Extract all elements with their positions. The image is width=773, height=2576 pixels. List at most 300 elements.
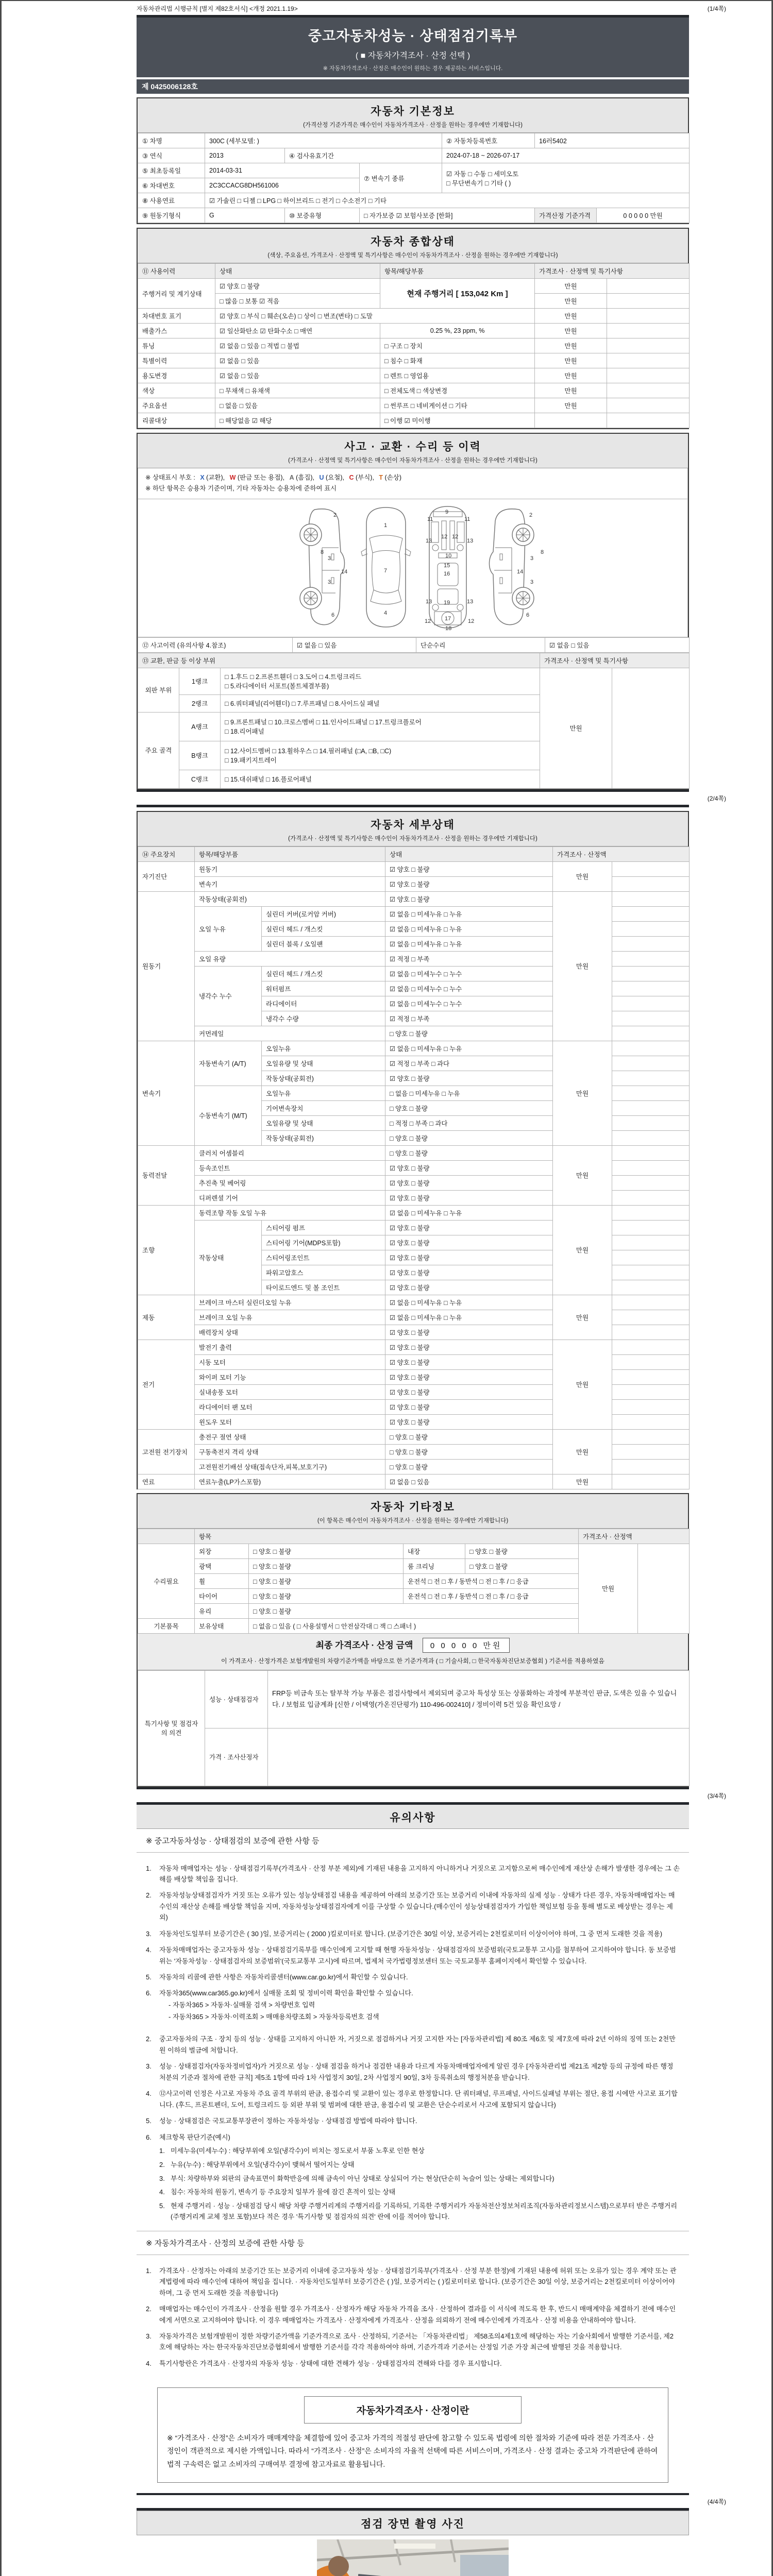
note-cell [612, 1160, 690, 1175]
legend-text: (교환), [206, 474, 225, 481]
notice-text: 체크항목 판단기준(예시) [159, 2133, 230, 2141]
section-accident-history [137, 433, 689, 790]
device-label: 전기 [138, 1340, 195, 1429]
device-label: 연료 [138, 1474, 195, 1489]
row-label: 배출가스 [138, 324, 215, 338]
diagram-num: 4 [384, 609, 388, 616]
price-cell [535, 413, 607, 428]
state-cell: □ 양호 □ 불량 [385, 1459, 553, 1474]
diagram-num: 9 [445, 509, 449, 515]
group-label: 기본품목 [138, 1618, 195, 1633]
diagram-num: 2 [529, 512, 533, 518]
item-cell: 브레이크 마스터 실린더오일 누유 [195, 1295, 385, 1310]
section-title: 자동차 세부상태 [371, 819, 455, 831]
group-label: 주요 골격 [138, 712, 179, 788]
rank-items-line: □ 5.라디에이터 서포트(볼트체결부품) [225, 683, 329, 690]
device-label: 조향 [138, 1205, 195, 1295]
row-label: 타이어 [195, 1588, 249, 1603]
current-mileage: 현재 주행거리 [ 153,042 Km ] [407, 290, 508, 298]
item-cell: 스티어링조인트 [262, 1250, 385, 1265]
label: ⑩ 보증유형 [285, 208, 360, 223]
col-header: 상태 [215, 264, 380, 279]
device-label: 제동 [138, 1295, 195, 1340]
notice-num: 3. [146, 1929, 152, 1938]
section-notices [137, 1805, 689, 2483]
device-label: 변속기 [138, 1041, 195, 1145]
notice-text: 자동차가격은 보험개발원이 정한 차량기준가액을 기준가격으로 조사 · 산정하되, 기준서는 「자동차관리법」 제58조의4제1호에 해당하는 자는 기술사회에서 발행한 기준서를, 제2호에 해당하는 자는 한국자동차진단보증협회에서 발행한 기준서를 각각 적용하여야 하며, 기준가격과 기준서는 산정일 기준 가장 최근에 발행된 것을 적용합니다. [159, 2332, 674, 2351]
state-cell: □ 없음 □ 있음 ( □ 사용설명서 □ 안전삼각대 □ 잭 □ 스패너 ) [249, 1618, 579, 1633]
note-cell [612, 1429, 690, 1444]
notice-num: 2. [159, 2160, 165, 2168]
notice-num: 5. [146, 1973, 152, 1981]
car-diagram-svg [145, 502, 681, 631]
notice-num: 1. [146, 1864, 152, 1872]
note-cell [612, 1056, 690, 1071]
section-title: 자동차 기본정보 [371, 106, 455, 117]
car-damage-diagram [138, 499, 688, 637]
item-cell: 오일 유량 [195, 951, 385, 966]
state-cell: ☑ 없음 □ 미세누수 □ 누수 [385, 981, 553, 996]
notice-text: 자동차 매매업자는 성능 · 상태점검기록부(가격조사 · 산정 부분 제외)에 기재된 내용을 고지하지 아니하거나 거짓으로 고지함으로써 매수인에게 재산상 손해가 발생한 경우에는 그 손해를 배상할 책임을 집니다. [159, 1864, 680, 1883]
accident-summary-row [138, 637, 690, 653]
state-cell: ☑ 없음 □ 미세누유 □ 누유 [385, 1310, 553, 1325]
inspector-opinion-table [138, 1670, 690, 1786]
item-cell: 커먼레일 [195, 1026, 385, 1041]
section-overall-state [137, 228, 689, 429]
device-label: 원동기 [138, 891, 195, 1041]
page-4 [137, 2508, 689, 2576]
rank-items-line: □ 1.후드 □ 2.프론트휀더 □ 3.도어 □ 4.트렁크리드 [225, 673, 362, 681]
state-cell: ☑ 양호 □ 불량 [385, 1250, 553, 1265]
row-label: 보유상태 [195, 1618, 249, 1633]
legend-text: (판금 또는 용접), [237, 474, 285, 481]
label: ⑧ 사용연료 [138, 193, 205, 208]
state-cell: ☑ 양호 □ 불량 [385, 1235, 553, 1250]
state-cell: ☑ 양호 □ 불량 [385, 1190, 553, 1205]
diagram-num: 11 [464, 516, 470, 522]
diagram-num: 10 [445, 552, 452, 559]
state-cell: □ 양호 □ 불량 [385, 1429, 553, 1444]
note-cell [612, 1130, 690, 1145]
section-subtitle: (가격산정 기준가격은 매수인이 자동차가격조사 · 산정을 원하는 경우에만 기재합니다) [303, 122, 523, 128]
item-cell: 냉각수 수량 [262, 1011, 385, 1026]
row-label: 튜닝 [138, 338, 215, 353]
final-price-amount: 0 0 0 0 0 만원 [423, 1638, 510, 1653]
item-cell: 워터펌프 [262, 981, 385, 996]
state-cell: ☑ 양호 □ 불량 [385, 1175, 553, 1190]
section-detail-state [137, 811, 689, 1489]
price-cell: 만원 [535, 324, 607, 338]
subgroup-label: 냉각수 누수 [195, 966, 262, 1026]
item-cell: 시동 모터 [195, 1354, 385, 1369]
rank-items: □ 6.쿼터패널(리어휀더) □ 7.루프패널 □ 8.사이드실 패널 [221, 694, 540, 712]
item-cell: 실린더 블록 / 오일팬 [262, 936, 385, 951]
state-cell: ☑ 없음 □ 미세누수 □ 누수 [385, 996, 553, 1011]
item-cell: 실린더 헤드 / 개스킷 [262, 966, 385, 981]
subgroup-label: 작동상태 [195, 1220, 262, 1295]
state-cell: ☑ 일산화탄소 ☑ 탄화수소 □ 매연 [215, 324, 380, 338]
item-cell: 배력장치 상태 [195, 1325, 385, 1340]
state-cell: □ 침수 □ 화재 [380, 353, 535, 368]
col-header: ⑭ 주요장치 [138, 846, 195, 861]
row-label: 색상 [138, 383, 215, 398]
col-header: ⑬ 교환, 판금 등 이상 부위 [138, 653, 540, 668]
note-cell [612, 1474, 690, 1489]
note-cell [607, 294, 690, 309]
notice-num: 3. [146, 2062, 152, 2071]
notice-text: 침수: 자동차의 원동기, 변속기 등 주요장치 일부가 물에 잠긴 흔적이 있는 상태 [171, 2188, 396, 2196]
section-title: 자동차 종합상태 [371, 236, 455, 248]
state-cell: ☑ 없음 □ 있음 [293, 637, 416, 652]
section-subtitle: (색상, 주요옵션, 가격조사 · 산정액 및 특기사항은 매수인이 자동차가격조사 · 산정을 원하는 경우에만 기재합니다) [267, 252, 558, 259]
section-subtitle: (이 항목은 매수인이 자동차가격조사 · 산정을 원하는 경우에만 기재합니다) [317, 1517, 509, 1524]
notice-num: 3. [159, 2174, 165, 2182]
section-title: 사고 · 교환 · 수리 등 이력 [344, 441, 481, 453]
notice-num: 5. [159, 2202, 165, 2210]
diagram-num: 17 [445, 615, 451, 622]
notice-num: 4. [146, 2090, 152, 2098]
note-cell [612, 1325, 690, 1340]
symbol-weld: W [229, 474, 236, 481]
legend-intro: ※ 상태표시 부호 : [145, 474, 195, 481]
notices-title-bar [137, 1805, 689, 1829]
item-cell: 작동상태(공회전) [195, 891, 385, 906]
state-cell: □ 양호 □ 불량 [385, 1100, 553, 1115]
inspection-photo-engine-bay [317, 2539, 509, 2576]
note-cell [612, 966, 690, 981]
notice-num: 4. [146, 2359, 152, 2367]
row-label: 광택 [195, 1558, 249, 1573]
diagram-num: 12 [425, 618, 431, 624]
note-cell [612, 1190, 690, 1205]
col-header: 항목/해당부품 [380, 264, 535, 279]
value-model-year: 2013 [205, 148, 285, 163]
legend-text: (손상) [384, 474, 402, 481]
rank-items [221, 712, 540, 741]
state-cell: □ 양호 □ 불량 [385, 1026, 553, 1041]
price-cell: 만원 [535, 368, 607, 383]
note-cell [612, 1115, 690, 1130]
state-cell: ☑ 적정 □ 부족 [385, 1011, 553, 1026]
state-cell: □ 양호 □ 불량 [249, 1558, 404, 1573]
section-basic-info [137, 97, 689, 224]
notice-list-c [137, 2255, 689, 2380]
notice-num: 1. [159, 2146, 165, 2155]
item-cell: 디퍼렌셜 기어 [195, 1190, 385, 1205]
document-title: 중고자동차성능 · 상태점검기록부 [308, 28, 518, 44]
price-cell: 만원 [535, 309, 607, 324]
other-info-table [138, 1529, 690, 1634]
note-cell [612, 1250, 690, 1265]
row-label: 외장 [195, 1544, 249, 1558]
item-cell: 발전기 출력 [195, 1340, 385, 1354]
col-header: 가격조사 · 산정액 및 특기사항 [535, 264, 690, 279]
state-cell: □ 양호 □ 불량 [249, 1544, 404, 1558]
note-cell [612, 981, 690, 996]
note-cell [612, 996, 690, 1011]
item-cell: 작동상태(공회전) [262, 1130, 385, 1145]
label: ① 차명 [138, 133, 205, 148]
notice-text: 부식: 차량하부와 외판의 금속표면이 화학반응에 의해 금속이 아닌 상태로 상실되어 가는 현상(단순히 녹슬어 있는 상태는 제외합니다) [171, 2174, 554, 2182]
state-cell: □ 없음 □ 있음 [215, 398, 380, 413]
note-cell [612, 891, 690, 906]
page-2 [137, 805, 689, 1789]
note-cell [612, 1175, 690, 1190]
notice-text: ⑫사고이력 인정은 사고로 자동차 주요 골격 부위의 판금, 용접수리 및 교환이 있는 경우로 한정합니다. 단 쿼터패널, 루프패널, 사이드실패널 부위는 절단, 용접 시에만 사고로 표기합니다. (후드, 프론트펜더, 도어, 트렁크리드 등 외판 부위 및 범퍼에 대한 판금, 용접수리 및 교환은 단순수리로서 사고에 포함되지 않습니다) [159, 2090, 678, 2109]
note-cell [612, 1071, 690, 1086]
price-cell: 만원 [553, 891, 612, 1041]
value-vin: 2C3CCACG8DH561006 [205, 178, 360, 193]
diagram-num: 13 [426, 537, 432, 544]
diagram-num: 8 [321, 549, 324, 555]
state-cell: ☑ 양호 □ 불량 [385, 1280, 553, 1295]
note-cell [607, 368, 690, 383]
note-cell [612, 1310, 690, 1325]
note-cell [612, 921, 690, 936]
note-cell [607, 324, 690, 338]
col-header: ⑪ 사용이력 [138, 264, 215, 279]
notice-num: 3. [146, 2332, 152, 2340]
state-cell: ☑ 적정 □ 부족 [385, 951, 553, 966]
note-cell [612, 1220, 690, 1235]
diagram-num: 12 [441, 533, 448, 540]
form-rule-reference: 자동차관리법 시행규칙 [별지 제82호서식] <개정 2021.1.19> [137, 5, 298, 12]
rank-items [221, 668, 540, 694]
state-cell: ☑ 양호 □ 불량 [385, 1071, 553, 1086]
rank-items [221, 741, 540, 770]
state-cell: ☑ 양호 □ 불량 [385, 1369, 553, 1384]
transmission-checkboxes-line1: ☑ 자동 □ 수동 □ 세미오토 [446, 170, 519, 178]
row-label: 유리 [195, 1603, 249, 1618]
opinion-label: 특기사항 및 점검자의 의견 [138, 1670, 205, 1786]
emission-values: 0.25 %, 23 ppm, % [380, 324, 535, 338]
notice-sub-line: - 자동차365 > 자동차·실매물 검색 > 차량번호 입력 [169, 2001, 315, 2009]
diagram-num: 13 [426, 598, 432, 605]
state-cell: □ 해당없음 ☑ 해당 [215, 413, 380, 428]
value-registration-no: 16러5402 [535, 133, 690, 148]
state-cell: □ 양호 □ 불량 [385, 1145, 553, 1160]
notice-text: 매매업자는 매수인이 가격조사 · 산정을 원할 경우 가격조사 · 산정자가 해당 자동차 가격을 조사 · 산정하여 결과를 이 서식에 적도록 한 후, 반드시 매매계약을 체결하기 전에 매수인에게 서면으로 고지하여야 합니다. 이 경우 매매업자는 가격조사 · 산정자에게 가격조사 · 산정을 의뢰하기 전에 매수인에게 가격조사 · 산정 비용을 안내하여야 합니다. [159, 2305, 676, 2324]
note-cell [612, 951, 690, 966]
diagram-num: 12 [452, 533, 459, 540]
note-cell [612, 1369, 690, 1384]
definition-body: ※ “가격조사 · 산정”은 소비자가 매매계약을 체결함에 있어 중고차 가격의 적절성 판단에 참고할 수 있도록 법령에 의한 절차와 기준에 따라 전문 가격조사 · 산정인이 객관적으로 제시한 가액입니다. 따라서 “가격조사 · 산정”은 소비자의 자율적 선택에 따른 서비스이며, 가격조사 · 산정 결과는 중고차 가격판단에 관하여 법적 구속력은 없고 소비자의 구매여부 결정에 참고자료로 활용됩니다. [167, 2434, 658, 2468]
price-cell: 만원 [535, 338, 607, 353]
notice-num: 2. [146, 2305, 152, 2313]
diagram-num: 3 [530, 579, 534, 585]
diagram-num: 15 [444, 562, 450, 569]
note-cell [612, 1235, 690, 1250]
diagram-num: 8 [541, 549, 544, 555]
label: ⑦ 변속기 종류 [360, 163, 442, 193]
item-cell: 윈도우 모터 [195, 1414, 385, 1429]
diagram-num: 3 [328, 579, 331, 585]
diagram-num: 7 [384, 567, 388, 574]
item-cell: 와이퍼 모터 기능 [195, 1369, 385, 1384]
rank-items-line: □ 19.패키지트레이 [225, 757, 277, 764]
notice-text: 미세누유(미세누수) : 해당부위에 오일(냉각수)이 비치는 정도로서 부품 노후로 인한 현상 [171, 2146, 425, 2155]
notice-subhead-2: ※ 자동차가격조사 · 산정의 보증에 관한 사항 등 [137, 2231, 689, 2255]
item-cell: 실린더 커버(로커암 커버) [262, 906, 385, 921]
state-cell: □ 전체도색 □ 색상변경 [380, 383, 535, 398]
legend-text: (흠집), [296, 474, 315, 481]
row-label: 휠 [195, 1573, 249, 1588]
state-cell: ☑ 없음 □ 미세누수 □ 누수 [385, 966, 553, 981]
item-cell: 등속조인트 [195, 1160, 385, 1175]
section-title: 유의사항 [390, 1811, 436, 1824]
note-cell [607, 279, 690, 294]
price-cell: 만원 [553, 1205, 612, 1295]
row-label: 주행거리 및 계기상태 [138, 279, 215, 309]
price-survey-note: ※ 자동차가격조사 · 산정은 매수인이 원하는 경우 제공하는 서비스입니다. [323, 65, 503, 72]
diagram-num: 3 [328, 555, 331, 562]
item-cell: 구동축전지 격리 상태 [195, 1444, 385, 1459]
note-cell [612, 861, 690, 876]
section-subtitle: (가격조사 · 산정액 및 특기사항은 매수인이 자동차가격조사 · 산정을 원하는 경우에만 기재합니다) [288, 835, 537, 842]
rank-items: □ 15.대쉬패널 □ 16.플로어패널 [221, 770, 540, 788]
note-cell [612, 1399, 690, 1414]
note-cell [607, 398, 690, 413]
note-cell [607, 338, 690, 353]
notice-subhead-1: ※ 중고자동차성능 · 상태점검의 보증에 관한 사항 등 [137, 1829, 689, 1853]
item-cell: 스티어링 기어(MDPS포함) [262, 1235, 385, 1250]
value-fuel-type: ☑ 가솔린 □ 디젤 □ LPG □ 하이브리드 □ 전기 □ 수소전기 □ 기타 [205, 193, 690, 208]
label: ⑤ 최초등록일 [138, 163, 205, 178]
state-cell: ☑ 양호 □ 불량 [385, 891, 553, 906]
item-cell: 클러치 어셈블리 [195, 1145, 385, 1160]
price-cell: 만원 [553, 1295, 612, 1340]
label: ⑨ 원동기형식 [138, 208, 205, 223]
item-cell: 고전원전기배선 상태(접속단자,피복,보호기구) [195, 1459, 385, 1474]
price-cell: 만원 [553, 1429, 612, 1474]
notice-list-a [137, 1853, 689, 2231]
symbol-damage: T [379, 474, 383, 481]
page-mark-1: (1/4쪽) [707, 5, 726, 12]
item-cell: 실내송풍 모터 [195, 1384, 385, 1399]
note-cell [607, 353, 690, 368]
item-cell: 브레이크 오일 누유 [195, 1310, 385, 1325]
note-cell [612, 1354, 690, 1369]
subgroup-label: 오일 누유 [195, 906, 262, 951]
item-cell: 변속기 [195, 876, 385, 891]
diagram-num: 19 [444, 599, 450, 606]
item-cell: 오일누유 [262, 1086, 385, 1100]
note-cell [607, 383, 690, 398]
note-cell [612, 1041, 690, 1056]
state-symbol-legend [138, 468, 688, 499]
note-cell [612, 1340, 690, 1354]
item-cell: 추진축 및 베어링 [195, 1175, 385, 1190]
label-base-price: 가격산정 기준가격 [535, 208, 597, 223]
form-meta-line [137, 1, 726, 15]
device-label: 자기진단 [138, 861, 195, 891]
state-cell: □ 양호 □ 불량 [385, 1444, 553, 1459]
notice-text: 자동차매매업자는 중고자동차 성능 · 상태점검기록부를 매수인에게 고지할 때 현행 자동차성능 · 상태점검자의 보증범위(국토교통부 고시)를 첨부하여 고지하여야 합니다. 동 보증범위는 '자동차성능 · 상태점검자의 보증범위'(국토교통부 고시)에 따르며, 법제처 국가법령정보센터 또는 국토교통부 홈페이지에서 확인할 수 있습니다. [159, 1946, 676, 1965]
notice-sub-line: - 자동차365 > 자동차·이력조회 > 매매용차량조회 > 자동차등록번호 검색 [169, 2012, 379, 2021]
notice-num: 2. [146, 2035, 152, 2043]
transmission-checkboxes-line2: □ 무단변속기 □ 기타 ( ) [446, 179, 511, 187]
item-cell: 라디에이터 팬 모터 [195, 1399, 385, 1414]
state-cell: ☑ 양호 □ 불량 [385, 876, 553, 891]
item-cell: 연료누출(LP가스포함) [195, 1474, 385, 1489]
diagram-num: 12 [468, 618, 475, 624]
item-cell: 기어변속장치 [262, 1100, 385, 1115]
diagram-num: 13 [467, 537, 474, 544]
section-detail-title [138, 812, 688, 846]
rank-items-line: □ 12.사이드멤버 □ 13.휠하우스 □ 14.필러패널 (□A, □B, □C) [225, 748, 392, 755]
label-simple-repair: 단순수리 [416, 637, 545, 652]
state-cell: □ 이행 ☑ 미이행 [380, 413, 535, 428]
col-header: 가격조사 · 산정액 및 특기사항 [540, 653, 690, 668]
row-label: 주요옵션 [138, 398, 215, 413]
device-label: 고전원 전기장치 [138, 1429, 195, 1474]
diagram-num: 18 [445, 625, 452, 631]
section-title: 점검 장면 촬영 사진 [361, 2518, 465, 2530]
note-cell [612, 1414, 690, 1429]
section-other-info [137, 1493, 689, 1787]
notice-num: 4. [159, 2188, 165, 2196]
section-basic-title [138, 98, 688, 133]
state-cell: ☑ 없음 □ 있음 [215, 368, 380, 383]
opinion-role: 성능 · 상태점검자 [205, 1670, 268, 1728]
rank-label: B랭크 [179, 741, 221, 770]
value-warranty-type: □ 자가보증 ☑ 보험사보증 [한화] [360, 208, 535, 223]
state-cell: □ 썬루프 □ 네비게이션 □ 기타 [380, 398, 535, 413]
value-transmission-type [442, 163, 690, 193]
notice-num: 5. [146, 2117, 152, 2125]
item-cell: 오일누유 [262, 1041, 385, 1056]
legend-text: (요철), [326, 474, 344, 481]
price-cell: 만원 [553, 1474, 612, 1489]
state-cell: ☑ 없음 □ 미세누유 □ 누유 [385, 936, 553, 951]
state-cell: □ 렌트 □ 영업용 [380, 368, 535, 383]
item-cell: 오일유량 및 상태 [262, 1115, 385, 1130]
value-car-name: 300C (세부모델: ) [205, 133, 442, 148]
rank-label: 2랭크 [179, 694, 221, 712]
state-cell: □ 양호 □ 불량 [249, 1603, 579, 1618]
label-accident-history: ⑫ 사고이력 (유의사항 4.참조) [138, 637, 293, 652]
price-survey-definition-box [157, 2387, 668, 2483]
price-cell: 만원 [535, 353, 607, 368]
notice-text: 가격조사 · 산정자는 아래의 보증기간 또는 보증거리 이내에 중고자동차 성능 · 상태점검기록부(가격조사 · 산정 부분 한정)에 기재된 내용에 허위 또는 오류가 있는 경우 계약 또는 관계법령에 따라 매수인에 대하여 책임을 집니다. · 자동차인도일부터 보증기간은 ( )일, 보증거리는 ( )킬로미터로 합니다. (보증기간은 30일 이상, 보증거리는 2천킬로미터 이상이어야 하며, 그 중 먼저 도래한 것을 적용합니다) [159, 2266, 677, 2297]
state-cell: ☑ 양호 □ 불량 [385, 1384, 553, 1399]
page-mark-4: (4/4쪽) [707, 2498, 726, 2505]
row-label: 특별이력 [138, 353, 215, 368]
state-cell: ☑ 없음 □ 있음 [385, 1474, 553, 1489]
state-cell: ☑ 양호 □ 불량 [215, 279, 380, 294]
notice-num: 2. [146, 1891, 152, 1900]
value-base-price: 0 0 0 0 0 만원 [597, 208, 690, 223]
diagram-num: 16 [444, 570, 450, 577]
diagram-num: 14 [517, 568, 524, 575]
state-cell: □ 무채색 □ 유채색 [215, 383, 380, 398]
price-survey-select-line: ( ■ 자동차가격조사 · 산정 선택 ) [355, 52, 470, 60]
panel-exchange-table [138, 653, 690, 789]
price-cell: 만원 [553, 1145, 612, 1205]
row-label: 차대번호 표기 [138, 309, 215, 324]
state-cell: ☑ 양호 □ 불량 [385, 1160, 553, 1175]
label: ⑥ 차대번호 [138, 178, 205, 193]
state-cell: ☑ 양호 □ 불량 [385, 1414, 553, 1429]
value-inspection-period: 2024-07-18 ~ 2026-07-17 [442, 148, 690, 163]
item-cell: 타이로드엔드 및 볼 조인트 [262, 1280, 385, 1295]
state-cell: ☑ 없음 □ 있음 □ 적법 □ 불법 [215, 338, 380, 353]
appraiser-comment [268, 1728, 690, 1786]
state-cell: □ 양호 □ 불량 [249, 1573, 404, 1588]
state-cell: ☑ 적정 □ 부족 □ 과다 [385, 1056, 553, 1071]
notice-text: 누유(누수) : 해당부위에서 오일(냉각수)이 맺혀서 떨어지는 상태 [171, 2160, 355, 2168]
state-cell: ☑ 양호 □ 불량 [385, 1220, 553, 1235]
